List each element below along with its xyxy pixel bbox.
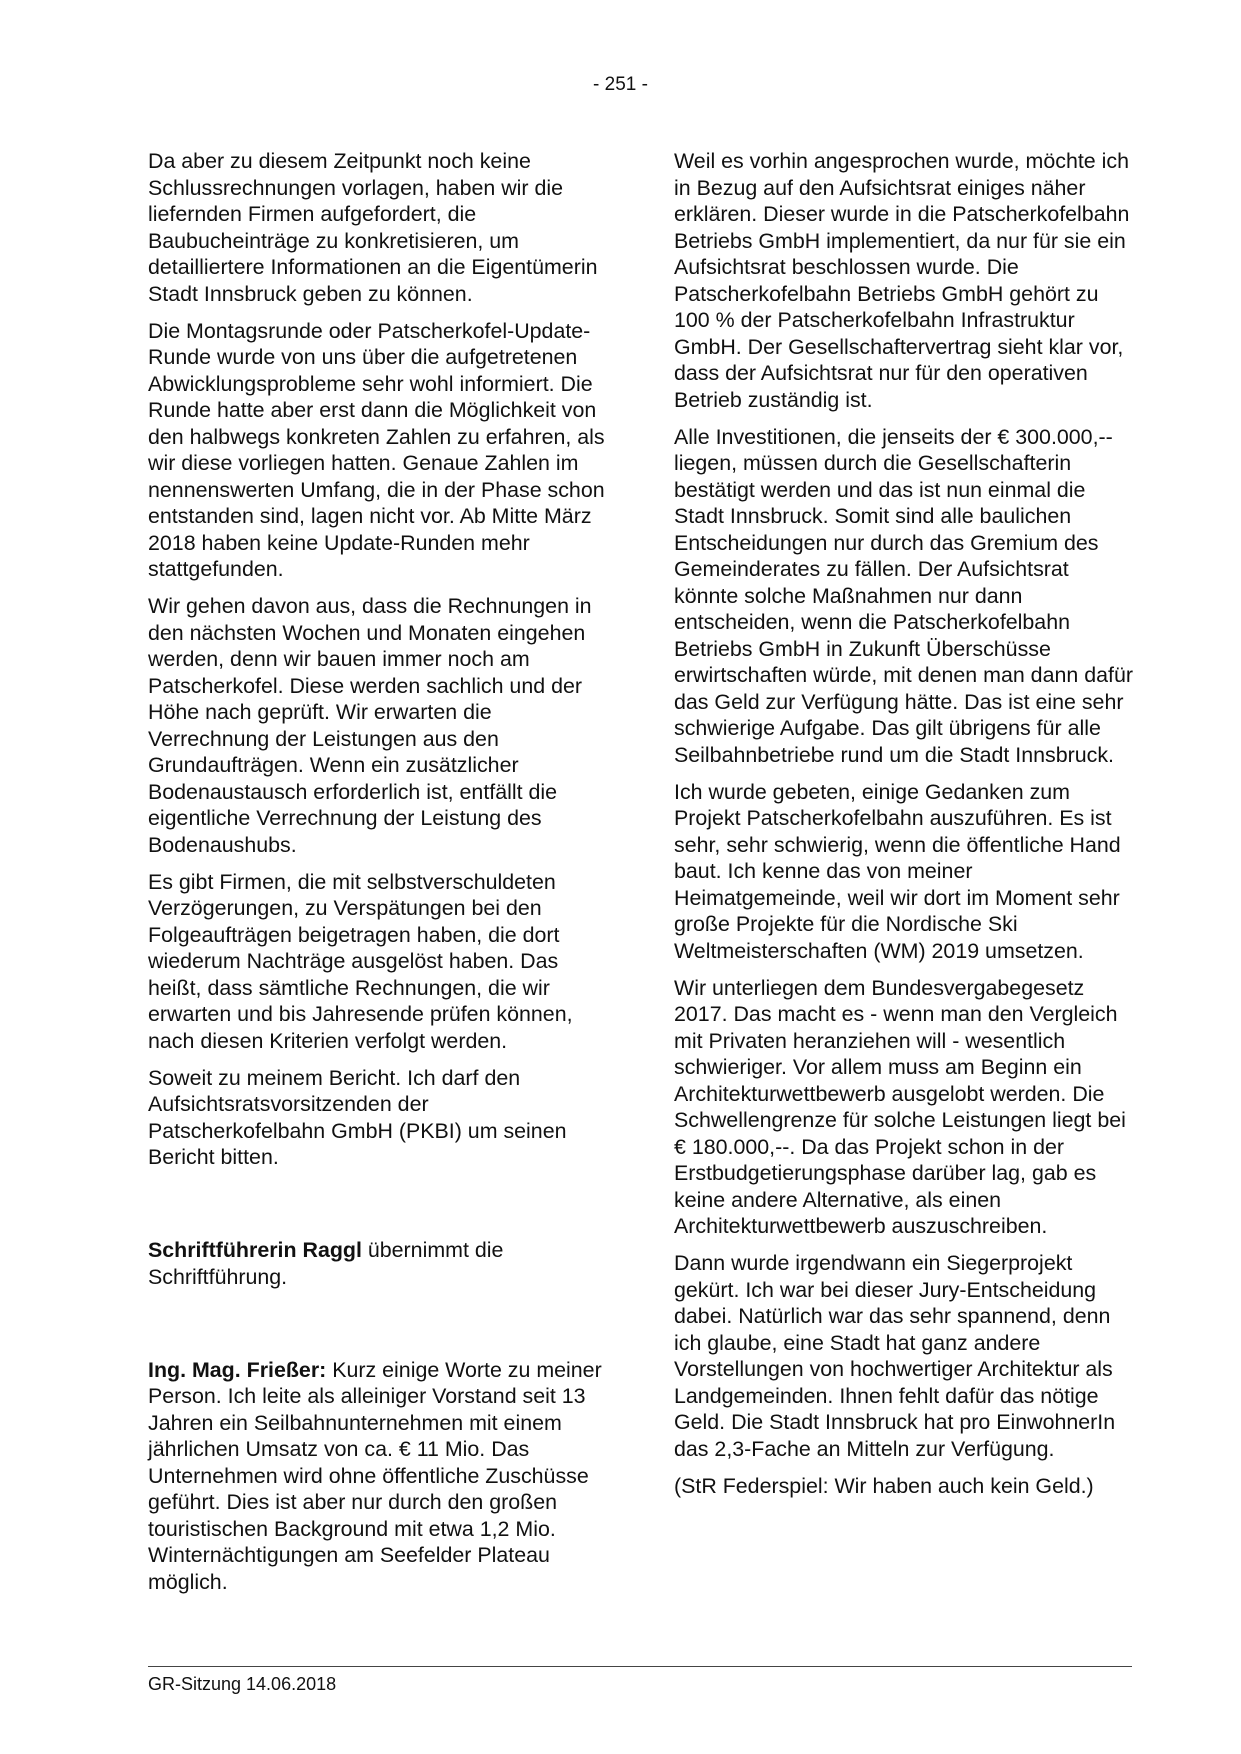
speaker-text: Kurz einige Worte zu meiner Person. Ich leite als alleiniger Vorstand seit 13 Jahren ein Seilbahnunternehmen mit einem jährlichen Umsatz von ca. € 11 Mio. Das Unternehmen wird ohne öffentliche Zuschüsse geführt. Dies ist aber nur durch den großen touristischen Background mit etwa 1,2 Mio. Winternächtigungen am Seefelder Plateau möglich. <box>148 1357 602 1594</box>
speaker-paragraph <box>148 1237 608 1290</box>
paragraph: Die Montagsrunde oder Patscherkofel-Update-Runde wurde von uns über die aufgetretenen Abwicklungsprobleme sehr wohl informiert. Die Runde hatte aber erst dann die Möglichkeit von den halbwegs konkreten Zahlen zu erfahren, als wir diese vorliegen hatten. Genaue Zahlen im nennenswerten Umfang, die in der Phase schon entstanden sind, lagen nicht vor. Ab Mitte März 2018 haben keine Update-Runden mehr stattgefunden. <box>148 318 605 581</box>
paragraph: Da aber zu diesem Zeitpunkt noch keine Schlussrechnungen vorlagen, haben wir die liefernden Firmen aufgefordert, die Baubucheinträge zu konkretisieren, um detailliertere Informationen an die Eigentümerin Stadt Innsbruck geben zu können. <box>148 149 598 306</box>
speaker-name: Schriftführerin Raggl <box>148 1238 362 1262</box>
footer-divider <box>148 1666 1132 1667</box>
paragraph: Dann wurde irgendwann ein Siegerprojekt gekürt. Ich war bei dieser Jury-Entscheidung dabei. Natürlich war das sehr spannend, denn ich glaube, eine Stadt hat ganz andere Vorstellungen von hochwertiger Architektur als Landgemeinden. Ihnen fehlt dafür das nötige Geld. Die Stadt Innsbruck hat pro EinwohnerIn das 2,3-Fache an Mitteln zur Verfügung. <box>674 1251 1116 1461</box>
speaker-paragraph <box>148 1357 608 1596</box>
paragraph: Alle Investitionen, die jenseits der € 300.000,-- liegen, müssen durch die Gesellschafterin bestätigt werden und das ist nun einmal die Stadt Innsbruck. Somit sind alle baulichen Entscheidungen nur durch das Gremium des Gemeinderates zu fällen. Der Aufsichtsrat könnte solche Maßnahmen nur dann entscheiden, wenn die Patscherkofelbahn Betriebs GmbH in Zukunft Überschüsse erwirtschaften würde, mit denen man dann dafür das Geld zur Verfügung hätte. Das ist eine sehr schwierige Aufgabe. Das gilt übrigens für alle Seilbahnbetriebe rund um die Stadt Innsbruck. <box>674 424 1133 767</box>
spacer <box>148 1181 608 1237</box>
page-number: - 251 - <box>593 74 648 95</box>
paragraph: Weil es vorhin angesprochen wurde, möchte ich in Bezug auf den Aufsichtsrat einiges näher erklären. Dieser wurde in die Patscherkofelbahn Betriebs GmbH implementiert, da nur für sie ein Aufsichtsrat beschlossen wurde. Die Patscherkofelbahn Betriebs GmbH gehört zu 100 % der Patscherkofelbahn Infrastruktur GmbH. Der Gesellschaftervertrag sieht klar vor, dass der Aufsichtsrat nur für den operativen Betrieb zuständig ist. <box>674 149 1130 412</box>
left-column <box>148 148 608 1606</box>
paragraph: Ich wurde gebeten, einige Gedanken zum Projekt Patscherkofelbahn auszuführen. Es ist sehr, sehr schwierig, wenn die öffentliche Hand baut. Ich kenne das von meiner Heimatgemeinde, weil wir dort im Moment sehr große Projekte für die Nordische Ski Weltmeisterschaften (WM) 2019 umsetzen. <box>674 779 1121 963</box>
speaker-name: Ing. Mag. Frießer: <box>148 1357 327 1382</box>
speaker-text: übernimmt die Schriftführung. <box>148 1238 504 1289</box>
interjection: (StR Federspiel: Wir haben auch kein Geld.) <box>674 1473 1094 1498</box>
paragraph: Soweit zu meinem Bericht. Ich darf den Aufsichtsratsvorsitzenden der Patscherkofelbahn GmbH (PKBI) um seinen Bericht bitten. <box>148 1065 567 1169</box>
spacer <box>148 1301 608 1357</box>
right-column <box>674 148 1134 1510</box>
paragraph: Wir gehen davon aus, dass die Rechnungen in den nächsten Wochen und Monaten eingehen werden, denn wir bauen immer noch am Patscherkofel. Diese werden sachlich und der Höhe nach geprüft. Wir erwarten die Verrechnung der Leistungen aus den Grundaufträgen. Wenn ein zusätzlicher Bodenaustausch erforderlich ist, entfällt die eigentliche Verrechnung der Leistung des Bodenaushubs. <box>148 594 592 857</box>
paragraph: Es gibt Firmen, die mit selbstverschuldeten Verzögerungen, zu Verspätungen bei den Folgeaufträgen beigetragen haben, die dort wiederum Nachträge ausgelöst haben. Das heißt, dass sämtliche Rechnungen, die wir erwarten und bis Jahresende prüfen können, nach diesen Kriterien verfolgt werden. <box>148 869 573 1053</box>
footer-session-date: GR-Sitzung 14.06.2018 <box>148 1674 337 1694</box>
paragraph: Wir unterliegen dem Bundesvergabegesetz 2017. Das macht es - wenn man den Vergleich mit Privaten heranziehen will - wesentlich schwieriger. Vor allem muss am Beginn ein Architekturwettbewerb ausgelobt werden. Die Schwellengrenze für solche Leistungen liegt bei € 180.000,--. Da das Projekt schon in der Erstbudgetierungsphase darüber lag, gab es keine andere Alternative, als einen Architekturwettbewerb auszuschreiben. <box>674 975 1126 1238</box>
